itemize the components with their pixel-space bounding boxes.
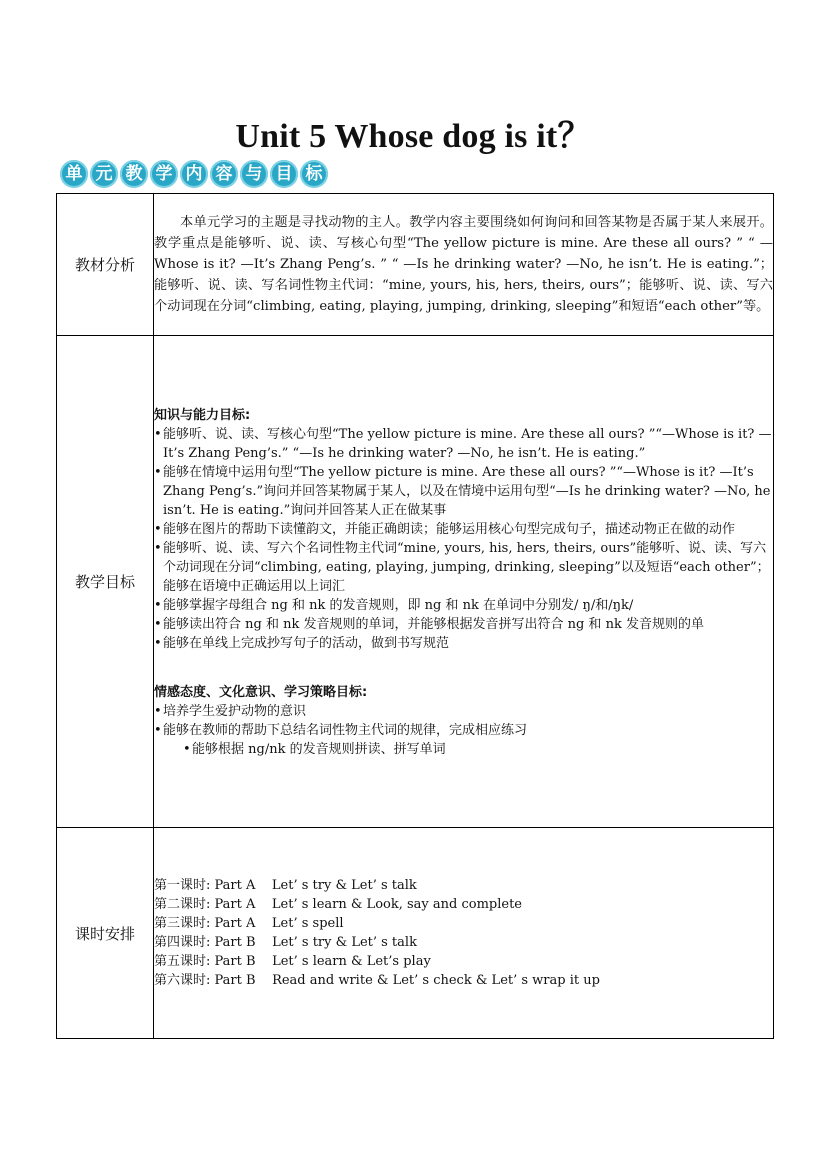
knowledge-heading: 知识与能力目标: [154,408,251,423]
banner-char: 元 [90,160,118,188]
table-row-objectives [57,336,774,828]
section-banner [60,160,328,188]
list-item: •能够掌握字母组合 ng 和 nk 的发音规则，即 ng 和 nk 在单词中分别发/ ŋ/和/ŋk/ [154,598,634,613]
banner-char: 内 [180,160,208,188]
banner-char: 与 [240,160,268,188]
lesson-plan-table [56,193,774,1039]
list-item: •能够在教师的帮助下总结名词性物主代词的规律，完成相应练习 [154,723,528,738]
row-label-objectives: 教学目标 [57,336,154,828]
list-item: •能够在单线上完成抄写句子的活动，做到书写规范 [154,636,450,651]
banner-char: 目 [270,160,298,188]
list-item: 第五课时: Part B Let’ s learn & Let’s play [154,954,431,969]
analysis-text: 本单元学习的主题是寻找动物的主人。教学内容主要围绕如何询问和回答某物是否属于某人来展开。教学重点是能够听、说、读、写核心句型“The yellow picture is mine. Are these all ours? ” “ —Whose is it? —It’s Zhang Peng’s. ” “ —Is he drinking water? —No, he isn’t. He is eating.”；能够听、说、读、写名词性物主代词：“mine, yours, his, hers, theirs, ours”；能够听、说、读、写六个动词现在分词“climbing, eating, playing, jumping, drinking, sleeping”和短语“each other”等。 [154,215,773,314]
analysis-cell [154,194,774,336]
banner-char: 标 [300,160,328,188]
schedule-cell [154,828,774,1039]
objectives-cell [154,336,774,828]
banner-char: 教 [120,160,148,188]
table-row-schedule [57,828,774,1039]
row-label-schedule: 课时安排 [57,828,154,1039]
list-item: •能够听、说、读、写核心句型“The yellow picture is mine. Are these all ours? ”“—Whose is it? —It’s Zhang Peng’s.” “—Is he drinking water? —No, he isn’t. He is eating.” [154,427,772,461]
list-item: 第六课时: Part B Read and write & Let’ s check & Let’ s wrap it up [154,973,600,988]
list-item: •能够在图片的帮助下读懂韵文，并能正确朗读；能够运用核心句型完成句子，描述动物正在做的动作 [154,522,736,537]
list-item: •能够在情境中运用句型“The yellow picture is mine. Are these all ours? ”“—Whose is it? —It’s Zhang Peng’s.”询问并回答某物属于某人，以及在情境中运用句型“—Is he drinking water? —No, he isn’t. He is eating.”询问并回答某人正在做某事 [154,465,771,518]
list-item: •能够根据 ng/nk 的发音规则拼读、拼写单词 [183,742,446,757]
table-row-analysis [57,194,774,336]
banner-char: 学 [150,160,178,188]
list-item: •能够听、说、读、写六个名词性物主代词“mine, yours, his, hers, theirs, ours”能够听、说、读、写六个动词现在分词“climbing, eating, playing, jumping, drinking, sleeping”以及短语“each other”；能够在语境中正确运用以上词汇 [154,541,770,594]
banner-char: 容 [210,160,238,188]
page-title: Unit 5 Whose dog is it？ [235,118,592,155]
list-item: •培养学生爱护动物的意识 [154,704,307,719]
list-item: 第三课时: Part A Let’ s spell [154,916,344,931]
list-item: 第四课时: Part B Let’ s try & Let’ s talk [154,935,417,950]
list-item: 第二课时: Part A Let’ s learn & Look, say and complete [154,897,522,912]
list-item: •能够读出符合 ng 和 nk 发音规则的单词，并能够根据发音拼写出符合 ng 和 nk 发音规则的单 [154,617,704,632]
affect-heading: 情感态度、文化意识、学习策略目标: [154,685,368,700]
row-label-analysis: 教材分析 [57,194,154,336]
banner-char: 单 [60,160,88,188]
list-item: 第一课时: Part A Let’ s try & Let’ s talk [154,878,417,893]
